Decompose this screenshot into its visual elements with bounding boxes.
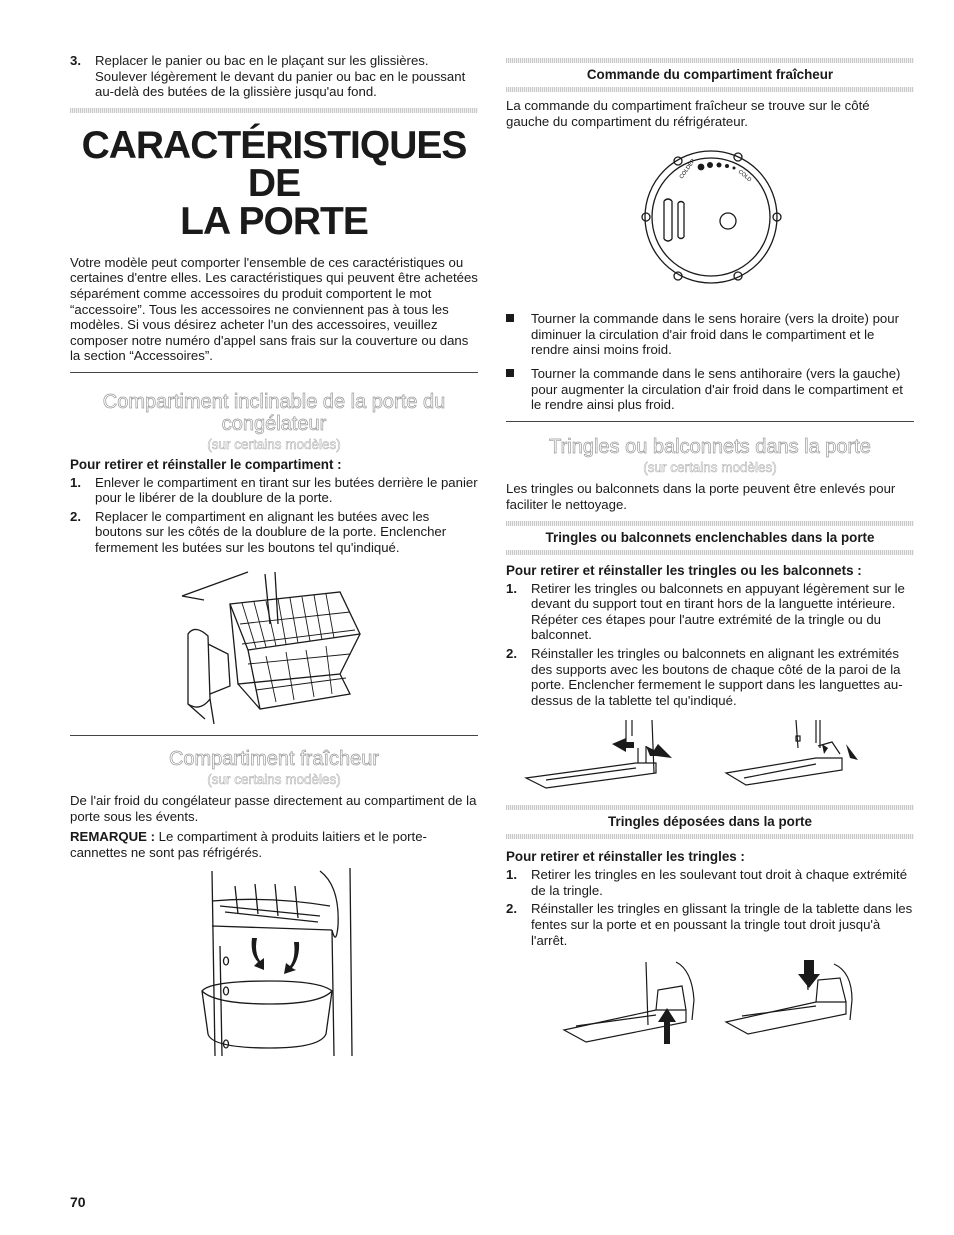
section-divider — [506, 58, 914, 63]
list-item: 1. Retirer les tringles ou balconnets en appuyant légèrement sur le devant du support tout en tirant hors de la languette intérieure. Répéter ces étapes pour l'autre extrémité de la tringle ou du balconnet. — [506, 580, 905, 643]
section-title-door-bins: Tringles ou balconnets dans la porte — [549, 435, 871, 458]
step-list-snap-bins — [506, 581, 914, 709]
intro-paragraph: Votre modèle peut comporter l'ensemble de ces caractéristiques ou certaines d'entre elles. Les caractéristiques qui peuvent être achetées séparément comme accessoires du produit comportent le mot “accessoire”. Tous les accessoires ne conviennent pas à tous les modèles. Si vous désirez acheter l'un des accessoires, veuillez composer notre numéro d'appel sans frais sur la couverture ou dans la section “Accessoires”. — [70, 254, 478, 364]
section-title-tilt-bin: Compartiment inclinable de la porte du congélateur — [102, 390, 446, 435]
section-divider — [70, 108, 478, 113]
section-divider — [70, 372, 478, 373]
subhead-drop-in-steps: Pour retirer et réinstaller les tringles : — [506, 849, 745, 865]
subhead-snap-bins-steps: Pour retirer et réinstaller les tringles ou les balconnets : — [506, 562, 862, 578]
bullet-square — [506, 314, 514, 322]
step-list-basket — [70, 53, 478, 100]
tilt-bin-illustration — [70, 564, 478, 729]
subhead-tilt-bin: Pour retirer et réinstaller le compartiment : — [70, 456, 342, 472]
list-item: Tourner la commande dans le sens antihoraire (vers la gauche) pour augmenter la circulation d'air froid dans le compartiment et le rendre ainsi plus froid. — [506, 366, 914, 413]
step-list-tilt-bin — [70, 475, 478, 556]
door-bins-text: Les tringles ou balconnets dans la porte peuvent être enlevés pour faciliter le nettoyage. — [506, 481, 896, 512]
section-divider — [506, 521, 914, 526]
subhead-drop-in-bars: Tringles déposées dans la porte — [608, 814, 812, 830]
list-item: 2. Réinstaller les tringles ou balconnets en alignant les extrémités des supports avec les boutons de chaque côté de la paroi de la porte. Enclencher fermement le support dans les languettes au-dessus de la tablette tel qu'indiqué. — [506, 645, 903, 708]
page-title: CARACTÉRISTIQUES DE LA PORTE — [81, 123, 467, 243]
right-column — [506, 0, 914, 1050]
note-paragraph: REMARQUE : Le compartiment à produits laitiers et le porte-cannettes ne sont pas réfrigérés. — [70, 829, 427, 860]
note-label: REMARQUE : — [70, 829, 155, 845]
section-divider — [506, 805, 914, 810]
door-compartment-illustration — [70, 866, 478, 1066]
subhead-snap-bins: Tringles ou balconnets enclenchables dans la porte — [545, 529, 875, 545]
list-item: 2. Réinstaller les tringles en glissant la tringle de la tablette dans les fentes sur la porte et en poussant la tringle tout droit jusqu'à l'arrêt. — [506, 901, 913, 948]
snap-bar-illustration — [506, 718, 914, 793]
section-divider — [506, 834, 914, 839]
drop-in-bar-illustration — [506, 960, 914, 1050]
step-list-drop-in — [506, 867, 914, 948]
dial-label-colder: COLDER — [678, 158, 697, 181]
list-item: 2. Replacer le compartiment en alignant les butées avec les boutons sur les côtés de la doublure de la porte. Enclencher fermement les butées sur les boutons tel qu'indiqué. — [70, 508, 447, 555]
fresh-compartment-text: De l'air froid du congélateur passe directement au compartiment de la porte sous les évents. — [70, 793, 477, 824]
subhead-fresh-control: Commande du compartiment fraîcheur — [586, 67, 834, 82]
bullet-square — [506, 369, 514, 377]
section-subtitle: (sur certains modèles) — [643, 459, 777, 475]
page-number: 70 — [70, 1194, 86, 1210]
section-divider — [70, 735, 478, 736]
section-divider — [506, 421, 914, 422]
list-item: 3. Replacer le panier ou bac en le plaçant sur les glissières. Soulever légèrement le devant du panier ou bac en le poussant au-delà des butées de la glissière jusqu'au fond. — [70, 53, 466, 100]
section-divider — [506, 550, 914, 555]
section-subtitle: (sur certains modèles) — [207, 436, 341, 452]
dial-label-cold: COLD — [736, 169, 753, 184]
fresh-control-dial-illustration — [506, 139, 914, 299]
dial-instructions — [506, 311, 914, 413]
section-divider — [506, 87, 914, 92]
section-title-fresh-compartment: Compartiment fraîcheur — [168, 747, 380, 770]
section-subtitle: (sur certains modèles) — [207, 771, 341, 787]
list-item: Tourner la commande dans le sens horaire (vers la droite) pour diminuer la circulation d'air froid dans le compartiment et le rendre ainsi moins froid. — [506, 311, 914, 358]
list-item: 1. Retirer les tringles en les soulevant tout droit à chaque extrémité de la tringle. — [506, 867, 908, 898]
left-column — [70, 0, 478, 1066]
fresh-control-text: La commande du compartiment fraîcheur se trouve sur le côté gauche du compartiment du réfrigérateur. — [506, 98, 870, 129]
list-item: 1. Enlever le compartiment en tirant sur les butées derrière le panier pour le libérer de la doublure de la porte. — [70, 474, 478, 506]
